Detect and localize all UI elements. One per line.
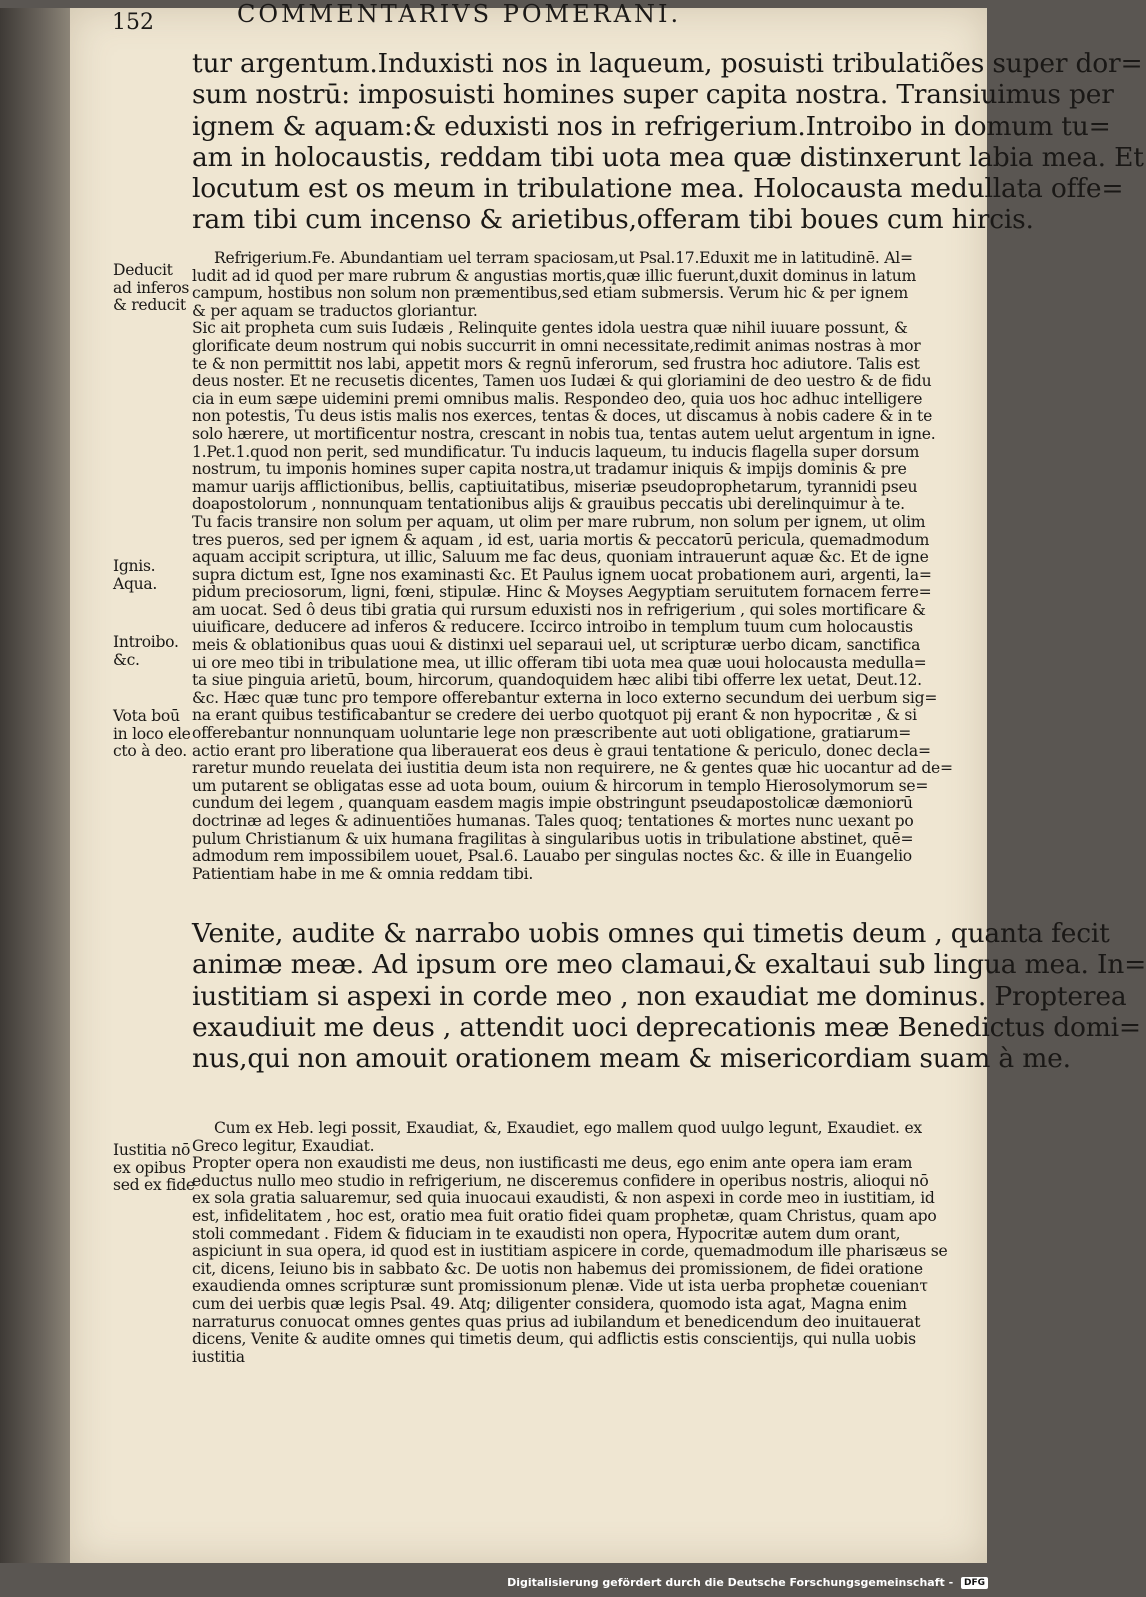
text-line: solo hærere, ut mortificentur nostra, crescant in nobis tua, tentas autem uelut argentum in igne. <box>192 424 936 443</box>
text-line: deus noster. Et ne recusetis dicentes, Tamen uos Iudæi & qui gloriamini de deo uestro & de fidu <box>192 372 932 391</box>
digitization-footer <box>507 1576 988 1589</box>
text-line: narraturus conuocat omnes gentes quas prius ad iubilandum et benedicendum deo inuitauerat <box>192 1312 921 1331</box>
margin-note-line: in loco ele <box>113 724 191 743</box>
text-line: cum dei uerbis quæ legis Psal. 49. Atq; diligenter considera, quomodo ista agat, Magna enim <box>192 1294 907 1313</box>
text-line: 1.Pet.1.quod non perit, sed mundificatur. Tu inducis laqueum, tu inducis flagella super dorsum <box>192 442 920 461</box>
page-header <box>112 0 972 36</box>
text-line: offerebantur nonnunquam uoluntarie lege non præscribente aut uoti obligatione, gratiarum= <box>192 724 912 743</box>
book-edge <box>0 8 70 1563</box>
folio-number: 152 <box>112 10 154 35</box>
margin-note <box>113 262 195 315</box>
text-line: non potestis, Tu deus istis malis nos exerces, tentas & doces, ut discamus à nobis cadere & in te <box>192 407 933 426</box>
text-line: doapostolorum , nonnunquam tentationibus alijs & grauibus peccatis ubi derelinquimur à te. <box>192 495 905 514</box>
text-line: iustitia <box>192 1347 245 1366</box>
text-line: exaudiuit me deus , attendit uoci deprecationis meæ Benedictus domi= <box>192 1011 1141 1043</box>
text-line: tur argentum.Induxisti nos in laqueum, posuisti tribulatiões super dor= <box>192 48 1143 79</box>
text-line: actio erant pro liberatione qua liberauerat eos deus è graui tentatione & periculo, donec decla= <box>192 741 931 760</box>
text-line: ta siue pinguia arietū, boum, hircorum, quandoquidem hæc alibi tibi offerre lex uetat, Deut.12. <box>192 671 922 690</box>
text-line: cit, dicens, Ieiuno bis in sabbato &c. De uotis non habemus dei promissionem, de fidei oratione <box>192 1259 923 1278</box>
text-line: nus,qui non amouit orationem meam & misericordiam suam à me. <box>192 1043 1071 1075</box>
text-line: ram tibi cum incenso & arietibus,offeram tibi boues cum hircis. <box>192 204 1034 236</box>
text-line: meis & oblationibus quas uoui & distinxi uel separaui uel, ut scripturæ uerbo dicam, sanctifica <box>192 636 921 655</box>
margin-note-line: ex opibus <box>113 1158 186 1177</box>
text-line: & per aquam se traductos gloriantur. <box>192 301 478 320</box>
text-line: pidum preciosorum, ligni, fœni, stipulæ. Hinc & Moyses Aegyptiam seruitutem fornacem ferre= <box>192 583 932 602</box>
text-line: tres pueros, sed per ignem & aquam , id est, uaria mortis & peccatorū pericula, quemadmodum <box>192 530 930 549</box>
text-line: Sic ait propheta cum suis Iudæis , Relinquite gentes idola uestra quæ nihil iuuare possunt, & <box>192 319 908 338</box>
text-line: Greco legitur, Exaudiat. <box>192 1136 375 1155</box>
margin-note-line: cto à deo. <box>113 742 187 760</box>
text-line: dicens, Venite & audite omnes qui timetis deum, qui adflictis estis conscientijs, qui nulla uobis <box>192 1330 916 1349</box>
text-line: uiuificare, deducere ad inferos & reducere. Iccirco introibo in templum tuum cum holocaustis <box>192 618 913 637</box>
text-line: um putarent se obligatas esse ad uota boum, ouium & hircorum in templo Hierosolymorum se= <box>192 776 929 795</box>
text-line: am in holocaustis, reddam tibi uota mea quæ distinxerunt labia mea. Et <box>192 141 1144 173</box>
text-line: stoli commedant . Fidem & fiduciam in te exaudisti non opera, Hypocritæ autem dum orant, <box>192 1224 901 1243</box>
text-line: ludit ad id quod per mare rubrum & angustias mortis,quæ illic fuerunt,duxit dominus in latum <box>192 266 917 285</box>
running-head: COMMENTARIVS POMERANI. <box>237 0 682 28</box>
margin-note-line: &c. <box>113 650 140 669</box>
margin-note-line: Iustitia nō <box>113 1141 191 1159</box>
margin-note <box>113 1142 195 1195</box>
commentary-passage <box>192 250 962 883</box>
text-line: Propter opera non exaudisti me deus, non iustificasti me deus, ego enim ante opera iam eram <box>192 1154 913 1173</box>
text-line: ex sola gratia saluaremur, sed quia inuocaui exaudisti, & non aspexi in corde meo in iustitiam, id <box>192 1189 935 1208</box>
footer-text: Digitalisierung gefördert durch die Deutsche Forschungsgemeinschaft - <box>507 1576 954 1589</box>
text-line: Tu facis transire non solum per aquam, ut olim per mare rubrum, non solum per ignem, ut olim <box>192 512 926 531</box>
text-line: aspiciunt in sua opera, id quod est in iustitiam aspicere in corde, quemadmodum ille pharisæus se <box>192 1242 948 1261</box>
margin-note-line: Deducit <box>113 261 173 279</box>
margin-note <box>113 708 195 761</box>
text-line: Refrigerium.Fe. Abundantiam uel terram spaciosam,ut Psal.17.Eduxit me in latitudinē. Al= <box>214 249 913 267</box>
text-line: &c. Hæc quæ tunc pro tempore offerebantur externa in loco externo secundum dei uerbum sig= <box>192 688 938 707</box>
text-line: na erant quibus testificabantur se credere dei uerbo quotquot pij erant & non hypocritæ , & si <box>192 706 917 725</box>
margin-note-line: & reducit <box>113 296 186 314</box>
text-line: iustitiam si aspexi in corde meo , non exaudiat me dominus. Propterea <box>192 980 1127 1012</box>
margin-note-line: Introibo. <box>113 633 179 651</box>
text-line: sum nostrū: imposuisti homines super capita nostra. Transiuimus per <box>192 79 1114 111</box>
margin-note-line: Ignis. <box>113 557 156 575</box>
text-line: ignem & aquam:& eduxisti nos in refrigerium.Introibo in domum tu= <box>192 110 1111 142</box>
text-line: locutum est os meum in tribulatione mea. Holocausta medullata offe= <box>192 173 1124 205</box>
commentary-passage <box>192 1120 962 1366</box>
text-line: glorificate deum nostrum qui nobis succurrit in omni necessitate,redimit animas nostras à mor <box>192 336 921 355</box>
text-line: est, infidelitatem , hoc est, oratio mea fuit oratio fidei quam prophetæ, quam Christus, quam apo <box>192 1206 937 1225</box>
text-line: campum, hostibus non solum non præmentibus,sed etiam submersis. Verum hic & per ignem <box>192 284 908 303</box>
text-line: supra dictum est, Igne nos examinasti &c. Et Paulus ignem uocat probationem auri, argenti, la= <box>192 565 932 584</box>
text-line: Patientiam habe in me & omnia reddam tibi. <box>192 864 534 883</box>
text-line: animæ meæ. Ad ipsum ore meo clamaui,& exaltaui sub lingua mea. In= <box>192 949 1146 981</box>
text-line: cundum dei legem , quanquam easdem magis impie obstringunt pseudapostolicæ dæmoniorū <box>192 794 913 813</box>
text-line: admodum rem impossibilem uouet, Psal.6. Lauabo per singulas noctes &c. & ille in Euangelio <box>192 847 912 866</box>
text-line: exaudienda omnes scripturæ sunt promissionum plenæ. Vide ut ista uerba prophetæ couenianτ <box>192 1277 928 1296</box>
text-line: pulum Christianum & uix humana fragilitas à singularibus uotis in tribulatione abstinet, quē= <box>192 829 914 848</box>
text-line: doctrinæ ad leges & adinuentiões humanas. Tales quoq; tentationes & mortes nunc uexant po <box>192 812 914 830</box>
scripture-passage <box>192 918 1146 1075</box>
text-line: ui ore meo tibi in tribulatione mea, ut illic offeram tibi uota mea quæ uoui holocausta medulla= <box>192 653 927 672</box>
margin-note-line: Aqua. <box>113 574 158 593</box>
text-line: Cum ex Heb. legi possit, Exaudiat, &, Exaudiet, ego mallem quod uulgo legunt, Exaudiet. ex <box>214 1119 922 1137</box>
margin-note-line: Vota boū <box>113 707 180 725</box>
margin-note-line: ad inferos <box>113 278 190 297</box>
text-line: mamur uarijs afflictionibus, bellis, captiuitatibus, miseriæ pseudoprophetarum, tyrannidi pseu <box>192 477 918 496</box>
dfg-logo-icon: DFG <box>961 1577 988 1589</box>
margin-note <box>113 634 195 669</box>
text-line: nostrum, tu imponis homines super capita nostra,ut tradamur iniquis & impijs dominis & pre <box>192 460 907 479</box>
text-line: cia in eum sæpe uidemini premi omnibus malis. Respondeo deo, quia uos hoc adhuc intelligere <box>192 389 923 408</box>
text-line: am uocat. Sed ô deus tibi gratia qui rursum eduxisti nos in refrigerium , qui soles mortificare & <box>192 600 926 619</box>
text-line: eductus nullo meo studio in refrigerium, ne disceremus confidere in operibus nostris, alioqui nō <box>192 1171 929 1190</box>
margin-note-line: sed ex fide <box>113 1176 195 1194</box>
text-line: Venite, audite & narrabo uobis omnes qui timetis deum , quanta fecit <box>192 918 1110 949</box>
text-line: te & non permittit nos labi, appetit mors & regnū inferorum, sed frustra hoc adiutore. Talis est <box>192 354 920 373</box>
scripture-passage <box>192 48 1144 236</box>
text-line: raretur mundo reuelata dei iustitia deum ista non requirere, ne & gentes quæ hic uocantur ad de= <box>192 759 953 778</box>
text-line: aquam accipit scriptura, ut illic, Saluum me fac deus, quoniam intrauerunt aquæ &c. Et de igne <box>192 548 929 567</box>
margin-note <box>113 558 195 593</box>
